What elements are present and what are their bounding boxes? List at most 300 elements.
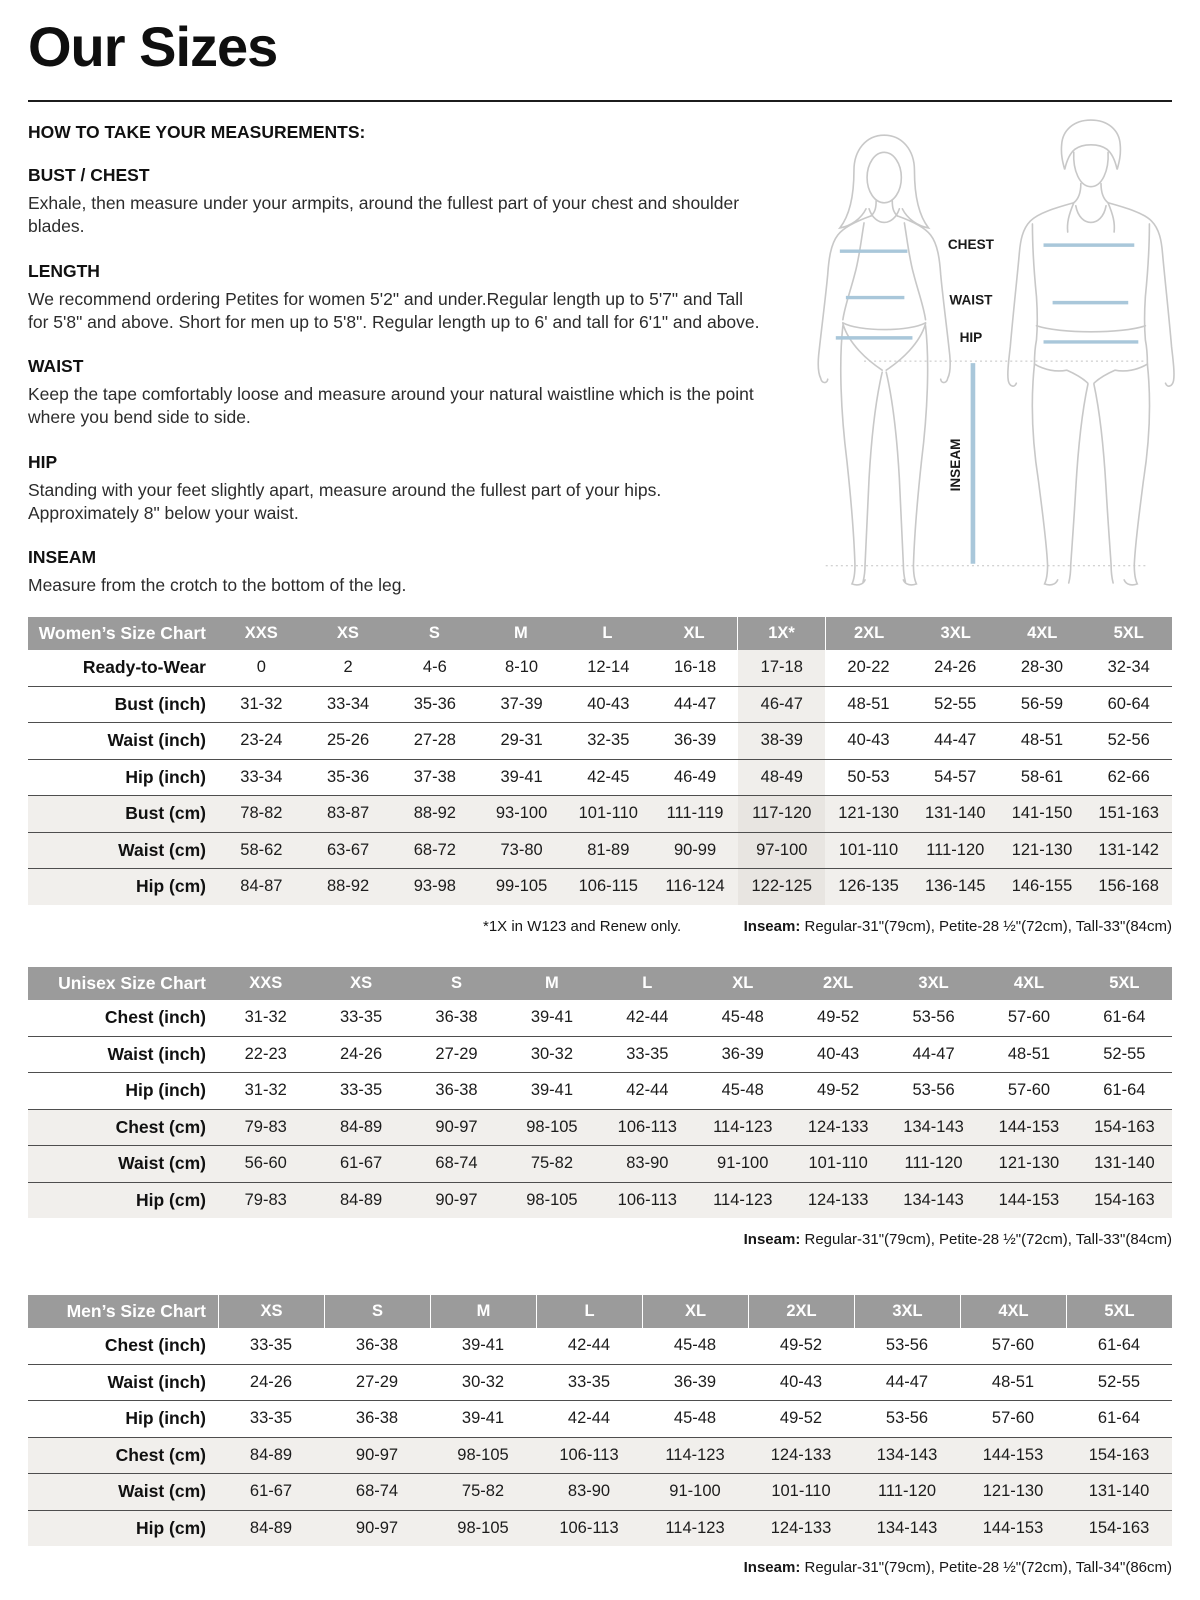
size-cell: 131-140 — [1094, 1154, 1155, 1173]
size-cell: 48-49 — [738, 760, 825, 796]
size-cell: 39-41 — [530, 1008, 574, 1027]
inseam-note-text: Regular-31"(79cm), Petite-28 ½"(72cm), Tall-34"(86cm) — [800, 1559, 1172, 1576]
size-cell: 98-105 — [526, 1190, 578, 1209]
page-title: Our Sizes — [28, 15, 278, 78]
table-row — [28, 760, 1172, 797]
column-header: 3XL — [940, 624, 971, 642]
row-label: Waist (inch) — [107, 1371, 206, 1392]
size-cell: 49-52 — [817, 1008, 860, 1027]
size-cell: 27-29 — [355, 1372, 399, 1391]
section-heading: BUST / CHEST — [28, 165, 150, 185]
column-header: 1X* — [737, 617, 826, 650]
size-cell: 56-59 — [1020, 694, 1064, 713]
column-header: XL — [683, 624, 705, 642]
column-header: L — [536, 1295, 642, 1328]
size-cell: 36-39 — [673, 1372, 717, 1391]
size-cell: 23-24 — [240, 731, 283, 750]
size-cell: 141-150 — [1011, 804, 1073, 823]
size-cell: 27-28 — [413, 731, 456, 750]
section-inseam — [28, 547, 768, 597]
section-heading: LENGTH — [28, 260, 100, 281]
size-cell: 0 — [256, 658, 266, 677]
table-row — [28, 1328, 1172, 1365]
size-cell: 131-142 — [1098, 840, 1159, 859]
size-cell: 101-110 — [838, 840, 899, 859]
table-row — [28, 1401, 1172, 1438]
size-cell: 106-113 — [617, 1190, 677, 1209]
column-header: S — [451, 974, 463, 992]
inseam-note — [744, 1231, 1172, 1248]
size-cell: 36-38 — [355, 1336, 399, 1355]
column-header: XXS — [249, 974, 283, 992]
size-cell: 121-130 — [1011, 840, 1073, 859]
size-cell: 12-14 — [587, 658, 630, 677]
size-cell: 111-120 — [877, 1482, 937, 1501]
table-row — [28, 687, 1172, 724]
section-body: Keep the tape comfortably loose and measure around your natural waistline which is the point where you bend side to side. — [28, 384, 754, 428]
woman-figure-outline — [818, 135, 950, 585]
size-cell: 106-113 — [559, 1445, 619, 1464]
size-cell: 24-26 — [934, 658, 977, 677]
size-cell: 30-32 — [530, 1044, 574, 1063]
size-cell: 57-60 — [1007, 1081, 1051, 1100]
size-cell: 35-36 — [327, 767, 370, 786]
size-cell: 146-155 — [1011, 877, 1073, 896]
size-cell: 57-60 — [1007, 1008, 1051, 1027]
size-cell: 45-48 — [721, 1081, 764, 1100]
table-row — [28, 796, 1172, 833]
size-cell: 156-168 — [1098, 877, 1159, 896]
row-label: Chest (inch) — [104, 1335, 206, 1356]
row-label: Hip (cm) — [136, 1517, 206, 1538]
size-cell: 20-22 — [847, 658, 890, 677]
size-cell: 106-113 — [617, 1117, 677, 1136]
column-header: L — [642, 974, 653, 992]
size-cell: 40-43 — [847, 731, 890, 750]
size-cell: 40-43 — [587, 694, 630, 713]
row-label: Chest (cm) — [115, 1444, 206, 1465]
row-label: Waist (inch) — [107, 730, 206, 751]
row-label: Waist (cm) — [118, 1481, 206, 1502]
column-header: 5XL — [1113, 624, 1144, 642]
size-cell: 57-60 — [991, 1409, 1035, 1428]
column-header: XS — [336, 624, 359, 642]
size-cell: 61-64 — [1103, 1008, 1146, 1027]
table-header-row — [28, 967, 1172, 1000]
size-cell: 45-48 — [673, 1409, 717, 1428]
size-cell: 121-130 — [982, 1482, 1044, 1501]
size-cell: 33-35 — [340, 1081, 383, 1100]
size-cell: 44-47 — [912, 1044, 955, 1063]
table-row — [28, 1146, 1172, 1183]
size-cell: 27-29 — [435, 1044, 478, 1063]
size-cell: 44-47 — [885, 1372, 929, 1391]
size-cell: 44-47 — [934, 731, 977, 750]
size-cell: 36-39 — [721, 1044, 764, 1063]
section-hip — [28, 452, 768, 526]
size-cell: 90-99 — [673, 840, 717, 859]
size-cell: 117-120 — [738, 796, 825, 832]
row-label: Waist (inch) — [107, 1043, 206, 1064]
table-row — [28, 1183, 1172, 1219]
size-cell: 48-51 — [847, 694, 890, 713]
size-cell: 40-43 — [817, 1044, 860, 1063]
size-cell: 116-124 — [665, 877, 725, 896]
table-header-row — [28, 617, 1172, 650]
size-cell: 90-97 — [435, 1190, 478, 1209]
column-header: 4XL — [1027, 624, 1058, 642]
section-length — [28, 261, 768, 335]
inseam-note-label: Inseam: — [743, 1559, 801, 1576]
size-cell: 49-52 — [779, 1409, 823, 1428]
size-cell: 33-35 — [626, 1044, 669, 1063]
size-cell: 45-48 — [673, 1336, 717, 1355]
size-cell: 126-135 — [838, 877, 899, 896]
table-row — [28, 1037, 1172, 1074]
size-cell: 24-26 — [340, 1044, 383, 1063]
size-cell: 28-30 — [1020, 658, 1064, 677]
size-cell: 124-133 — [807, 1190, 869, 1209]
row-label: Waist (cm) — [118, 839, 206, 860]
size-cell: 39-41 — [461, 1409, 505, 1428]
size-cell: 42-44 — [567, 1409, 611, 1428]
section-heading: INSEAM — [28, 547, 97, 568]
size-cell: 24-26 — [249, 1372, 293, 1391]
size-cell: 90-97 — [355, 1445, 399, 1464]
table-row — [28, 1110, 1172, 1147]
inseam-note-label: Inseam: — [743, 1231, 801, 1248]
table-row — [28, 1365, 1172, 1402]
size-cell: 31-32 — [244, 1008, 287, 1027]
womens-size-chart-block — [28, 617, 1172, 935]
table-header-row — [28, 1295, 1172, 1328]
column-header: L — [602, 624, 613, 642]
row-label: Ready-to-Wear — [82, 657, 206, 678]
size-cell: 42-45 — [587, 767, 630, 786]
column-header: 2XL — [748, 1295, 854, 1328]
size-cell: 48-51 — [991, 1372, 1035, 1391]
size-cell: 98-105 — [457, 1518, 509, 1537]
size-cell: 114-123 — [713, 1117, 773, 1136]
column-header: XS — [218, 1295, 324, 1328]
row-label: Hip (inch) — [125, 766, 206, 787]
size-cell: 73-80 — [500, 840, 543, 859]
size-cell: 91-100 — [669, 1482, 721, 1501]
section-heading: WAIST — [28, 356, 84, 377]
size-cell: 53-56 — [912, 1081, 955, 1100]
column-header: 2XL — [853, 624, 885, 642]
section-body: We recommend ordering Petites for women 5'2" and under.Regular length up to 5'7" and Tall for 5'8" and above. Short for men up to 5'8". Regular length up to 6' and tall for 6'1" and above. — [28, 288, 760, 332]
size-cell: 68-74 — [355, 1482, 399, 1501]
womens-size-table — [28, 617, 1172, 905]
column-header: M — [430, 1295, 536, 1328]
column-header: 2XL — [823, 974, 854, 992]
size-cell: 33-35 — [249, 1409, 293, 1428]
inseam-note-text: Regular-31"(79cm), Petite-28 ½"(72cm), Tall-33"(84cm) — [800, 1231, 1172, 1248]
size-cell: 42-44 — [626, 1081, 669, 1100]
size-cell: 58-61 — [1020, 767, 1064, 786]
column-header: M — [514, 624, 528, 642]
row-label: Hip (cm) — [136, 1189, 206, 1210]
size-cell: 33-34 — [327, 694, 370, 713]
size-cell: 8-10 — [505, 658, 539, 677]
size-cell: 36-38 — [435, 1008, 478, 1027]
size-cell: 42-44 — [626, 1008, 669, 1027]
mens-size-chart-block — [28, 1295, 1172, 1576]
hip-label: HIP — [959, 329, 983, 345]
column-header: 5XL — [1109, 974, 1140, 992]
size-cell: 84-87 — [240, 877, 283, 896]
size-cell: 42-44 — [567, 1336, 611, 1355]
size-cell: 38-39 — [738, 723, 825, 759]
inseam-note — [744, 1559, 1172, 1576]
size-cell: 61-67 — [249, 1482, 293, 1501]
size-cell: 52-55 — [1097, 1372, 1141, 1391]
table-row — [28, 1073, 1172, 1110]
size-cell: 101-110 — [808, 1154, 868, 1173]
size-cell: 32-35 — [587, 731, 630, 750]
row-label: Hip (inch) — [125, 1080, 206, 1101]
row-label: Bust (inch) — [114, 693, 206, 714]
size-cell: 37-39 — [500, 694, 543, 713]
size-cell: 25-26 — [327, 731, 370, 750]
size-cell: 31-32 — [240, 694, 283, 713]
size-cell: 62-66 — [1107, 767, 1150, 786]
table-row — [28, 1438, 1172, 1475]
size-cell: 136-145 — [924, 877, 986, 896]
size-cell: 52-56 — [1107, 731, 1150, 750]
column-header: 4XL — [960, 1295, 1066, 1328]
man-figure-outline — [1008, 120, 1174, 585]
size-cell: 101-110 — [578, 804, 638, 823]
table-row — [28, 869, 1172, 905]
size-cell: 49-52 — [779, 1336, 823, 1355]
size-cell: 68-72 — [413, 840, 456, 859]
size-cell: 36-38 — [355, 1409, 399, 1428]
size-cell: 4-6 — [422, 658, 447, 677]
column-header: 3XL — [918, 974, 949, 992]
size-cell: 39-41 — [530, 1081, 574, 1100]
womens-table-footnotes — [28, 918, 1172, 935]
size-cell: 52-55 — [934, 694, 977, 713]
size-cell: 61-67 — [340, 1154, 383, 1173]
size-cell: 144-153 — [982, 1518, 1044, 1537]
column-header: 4XL — [1013, 974, 1045, 992]
section-bust-chest — [28, 165, 768, 239]
size-cell: 81-89 — [587, 840, 630, 859]
size-cell: 61-64 — [1097, 1409, 1141, 1428]
size-cell: 131-140 — [1088, 1482, 1150, 1501]
size-cell: 84-89 — [249, 1445, 293, 1464]
measurement-diagram — [768, 110, 1192, 592]
size-cell: 124-133 — [770, 1445, 832, 1464]
size-cell: 154-163 — [1094, 1190, 1155, 1209]
size-cell: 98-105 — [457, 1445, 509, 1464]
size-cell: 111-119 — [666, 804, 724, 823]
size-cell: 121-130 — [838, 804, 899, 823]
size-cell: 90-97 — [355, 1518, 399, 1537]
section-heading: HIP — [28, 451, 58, 472]
section-waist — [28, 356, 768, 430]
table-title: Unisex Size Chart — [58, 973, 206, 993]
size-cell: 31-32 — [244, 1081, 287, 1100]
size-cell: 84-89 — [340, 1190, 383, 1209]
size-cell: 35-36 — [413, 694, 456, 713]
size-cell: 29-31 — [500, 731, 543, 750]
column-header: XXS — [244, 624, 278, 642]
size-cell: 33-35 — [340, 1008, 383, 1027]
size-cell: 17-18 — [738, 650, 825, 686]
chest-label: CHEST — [947, 237, 994, 253]
one-x-footnote: *1X in W123 and Renew only. — [483, 917, 682, 935]
size-cell: 111-120 — [926, 840, 985, 859]
inseam-note — [744, 918, 1172, 935]
table-title: Women’s Size Chart — [38, 623, 206, 643]
size-cell: 98-105 — [526, 1117, 578, 1136]
size-cell: 114-123 — [665, 1518, 725, 1537]
size-cell: 144-153 — [998, 1190, 1060, 1209]
size-cell: 44-47 — [673, 694, 717, 713]
size-cell: 57-60 — [991, 1336, 1035, 1355]
size-cell: 79-83 — [244, 1117, 287, 1136]
size-cell: 61-64 — [1097, 1336, 1141, 1355]
unisex-table-footnotes — [28, 1231, 1172, 1248]
table-row — [28, 1511, 1172, 1547]
column-header: 5XL — [1066, 1295, 1172, 1328]
size-cell: 75-82 — [530, 1154, 574, 1173]
table-row — [28, 723, 1172, 760]
size-cell: 79-83 — [244, 1190, 287, 1209]
size-cell: 90-97 — [435, 1117, 478, 1136]
size-cell: 52-55 — [1103, 1044, 1146, 1063]
size-cell: 88-92 — [413, 804, 456, 823]
size-cell: 122-125 — [738, 869, 825, 905]
row-label: Chest (cm) — [115, 1116, 206, 1137]
size-cell: 144-153 — [982, 1445, 1044, 1464]
size-cell: 68-74 — [435, 1154, 478, 1173]
size-cell: 83-90 — [626, 1154, 669, 1173]
size-cell: 83-87 — [327, 804, 370, 823]
size-cell: 2 — [343, 658, 353, 677]
size-cell: 60-64 — [1107, 694, 1150, 713]
size-cell: 99-105 — [495, 877, 548, 896]
size-cell: 124-133 — [807, 1117, 869, 1136]
size-cell: 33-35 — [249, 1336, 293, 1355]
size-cell: 36-38 — [435, 1081, 478, 1100]
size-cell: 16-18 — [673, 658, 717, 677]
size-cell: 144-153 — [998, 1117, 1060, 1136]
unisex-size-table — [28, 967, 1172, 1218]
size-cell: 78-82 — [240, 804, 283, 823]
size-cell: 46-49 — [673, 767, 717, 786]
column-header: 3XL — [854, 1295, 960, 1328]
size-cell: 83-90 — [567, 1482, 611, 1501]
size-cell: 37-38 — [413, 767, 456, 786]
size-cell: 106-113 — [559, 1518, 619, 1537]
size-cell: 88-92 — [327, 877, 370, 896]
size-cell: 106-115 — [578, 877, 638, 896]
size-cell: 154-163 — [1088, 1518, 1150, 1537]
row-label: Waist (cm) — [118, 1153, 206, 1174]
size-cell: 53-56 — [912, 1008, 955, 1027]
row-label: Chest (inch) — [104, 1007, 206, 1028]
size-cell: 154-163 — [1088, 1445, 1150, 1464]
section-body: Standing with your feet slightly apart, measure around the fullest part of your hips. Approximately 8" below your waist. — [28, 479, 662, 523]
section-body: Measure from the crotch to the bottom of the leg. — [28, 575, 407, 596]
size-cell: 134-143 — [876, 1518, 938, 1537]
table-row — [28, 650, 1172, 687]
row-label: Hip (inch) — [125, 1408, 206, 1429]
mens-size-table — [28, 1295, 1172, 1546]
size-cell: 22-23 — [244, 1044, 287, 1063]
column-header: XS — [350, 974, 373, 992]
size-cell: 32-34 — [1107, 658, 1150, 677]
size-cell: 151-163 — [1098, 804, 1159, 823]
size-cell: 111-120 — [904, 1154, 963, 1173]
size-cell: 49-52 — [817, 1081, 860, 1100]
column-header: M — [545, 974, 559, 992]
size-cell: 40-43 — [779, 1372, 823, 1391]
column-header: XL — [642, 1295, 748, 1328]
size-cell: 114-123 — [713, 1190, 773, 1209]
size-cell: 75-82 — [461, 1482, 505, 1501]
title-divider — [28, 100, 1172, 102]
mens-table-footnotes — [28, 1559, 1172, 1576]
size-cell: 39-41 — [461, 1336, 505, 1355]
size-cell: 63-67 — [327, 840, 370, 859]
size-cell: 91-100 — [717, 1154, 769, 1173]
size-cell: 134-143 — [903, 1190, 964, 1209]
inseam-note-label: Inseam: — [743, 917, 801, 935]
size-cell: 48-51 — [1020, 731, 1064, 750]
row-label: Hip (cm) — [136, 876, 206, 897]
size-cell: 61-64 — [1103, 1081, 1146, 1100]
size-cell: 131-140 — [924, 804, 986, 823]
size-cell: 134-143 — [876, 1445, 938, 1464]
size-cell: 101-110 — [771, 1482, 831, 1501]
size-cell: 97-100 — [738, 833, 825, 869]
column-header: S — [324, 1295, 430, 1328]
size-cell: 84-89 — [249, 1518, 293, 1537]
size-cell: 58-62 — [240, 840, 283, 859]
size-cell: 30-32 — [461, 1372, 505, 1391]
inseam-label: INSEAM — [947, 438, 963, 492]
size-cell: 134-143 — [903, 1117, 964, 1136]
size-cell: 50-53 — [847, 767, 890, 786]
size-cell: 33-34 — [240, 767, 283, 786]
size-cell: 84-89 — [340, 1117, 383, 1136]
size-cell: 93-100 — [495, 804, 548, 823]
size-cell: 36-39 — [673, 731, 717, 750]
size-cell: 53-56 — [885, 1336, 929, 1355]
size-cell: 114-123 — [665, 1445, 725, 1464]
size-cell: 56-60 — [244, 1154, 287, 1173]
row-label: Bust (cm) — [125, 803, 206, 824]
table-row — [28, 833, 1172, 870]
column-header: XL — [732, 974, 754, 992]
table-row — [28, 1474, 1172, 1511]
measurement-instructions — [28, 122, 768, 597]
size-cell: 48-51 — [1007, 1044, 1051, 1063]
size-cell: 93-98 — [413, 877, 456, 896]
size-cell: 45-48 — [721, 1008, 764, 1027]
column-header: S — [428, 624, 440, 642]
section-body: Exhale, then measure under your armpits, around the fullest part of your chest and shoulder blades. — [28, 193, 740, 237]
size-cell: 46-47 — [738, 687, 825, 723]
size-cell: 121-130 — [998, 1154, 1060, 1173]
reference-dotted-lines — [826, 361, 1148, 566]
table-row — [28, 1000, 1172, 1037]
